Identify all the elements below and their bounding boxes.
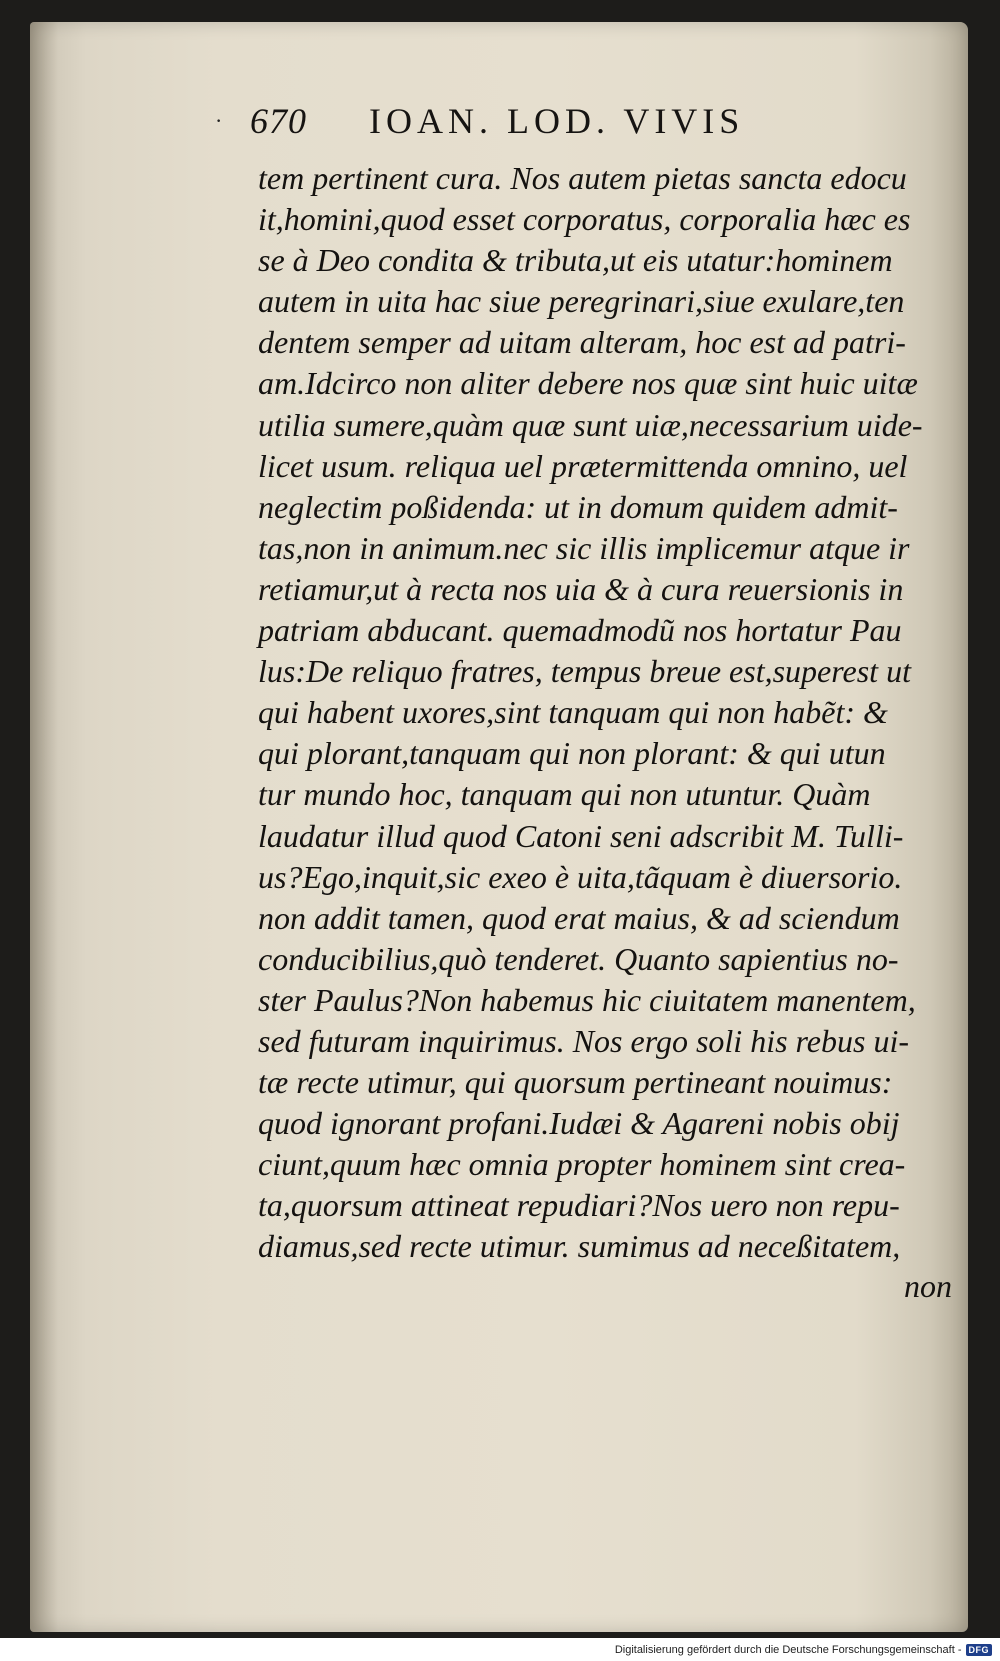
digitization-credit: Digitalisierung gefördert durch die Deutsche Forschungsgemeinschaft -: [614, 1644, 962, 1656]
text-line: qui habent uxores,sint tanquam qui non habẽt: &: [258, 694, 888, 731]
text-line: ta,quorsum attineat repudiari?Nos uero non repu-: [258, 1187, 900, 1224]
running-head: [250, 100, 810, 146]
running-head-title: IOAN. LOD. VIVIS: [369, 101, 745, 141]
text-line: se à Deo condita & tributa,ut eis utatur:hominem: [258, 242, 893, 279]
text-line: it,homini,quod esset corporatus, corporalia hæc es: [258, 201, 911, 238]
text-line: tur mundo hoc, tanquam qui non utuntur. Quàm: [258, 776, 871, 813]
catchword: non: [904, 1267, 952, 1304]
text-line: diamus,sed recte utimur. sumimus ad neceßitatem,: [258, 1228, 901, 1265]
text-line: tem pertinent cura. Nos autem pietas sancta edocu: [258, 160, 907, 196]
text-line: utilia sumere,quàm quæ sunt uiæ,necessarium uide-: [258, 406, 923, 443]
text-line: ciunt,quum hæc omnia propter hominem sint crea-: [258, 1146, 906, 1183]
text-line: neglectim poßidenda: ut in domum quidem admit-: [258, 488, 898, 525]
text-line: conducibilius,quò tenderet. Quanto sapientius no-: [258, 940, 899, 977]
text-line: qui plorant,tanquam qui non plorant: & qui utun: [258, 735, 886, 772]
text-line: quod ignorant profani.Iudæi & Agareni nobis obij: [258, 1105, 900, 1142]
margin-mark: ·: [215, 108, 223, 133]
text-line: lus:De reliquo fratres, tempus breue est,superest ut: [258, 653, 911, 690]
text-line: am.Idcirco non aliter debere nos quæ sint huic uitæ: [258, 365, 918, 402]
page-number: 670: [250, 101, 307, 141]
text-line: ster Paulus?Non habemus hic ciuitatem manentem,: [258, 981, 916, 1018]
text-line: laudatur illud quod Catoni seni adscribit M. Tulli-: [258, 817, 904, 854]
text-line: dentem semper ad uitam alteram, hoc est ad patri-: [258, 324, 906, 361]
text-line: tæ recte utimur, qui quorsum pertineant nouimus:: [258, 1064, 893, 1101]
text-line: non addit tamen, quod erat maius, & ad sciendum: [258, 899, 900, 936]
text-line: retiamur,ut à recta nos uia & à cura reuersionis in: [258, 570, 904, 607]
text-line: licet usum. reliqua uel prætermittenda omnino, uel: [258, 447, 908, 484]
text-block: [258, 158, 958, 1304]
digitization-footer: [615, 1643, 992, 1657]
dfg-logo-icon: DFG: [966, 1644, 993, 1656]
text-line: sed futuram inquirimus. Nos ergo soli his rebus ui-: [258, 1022, 909, 1059]
text-line: us?Ego,inquit,sic exeo è uita,tãquam è diuersorio.: [258, 858, 903, 895]
text-line: tas,non in animum.nec sic illis implicemur atque ir: [258, 529, 910, 566]
text-line: autem in uita hac siue peregrinari,siue exulare,ten: [258, 283, 905, 320]
text-line: patriam abducant. quemadmodũ nos hortatur Pau: [258, 612, 902, 649]
